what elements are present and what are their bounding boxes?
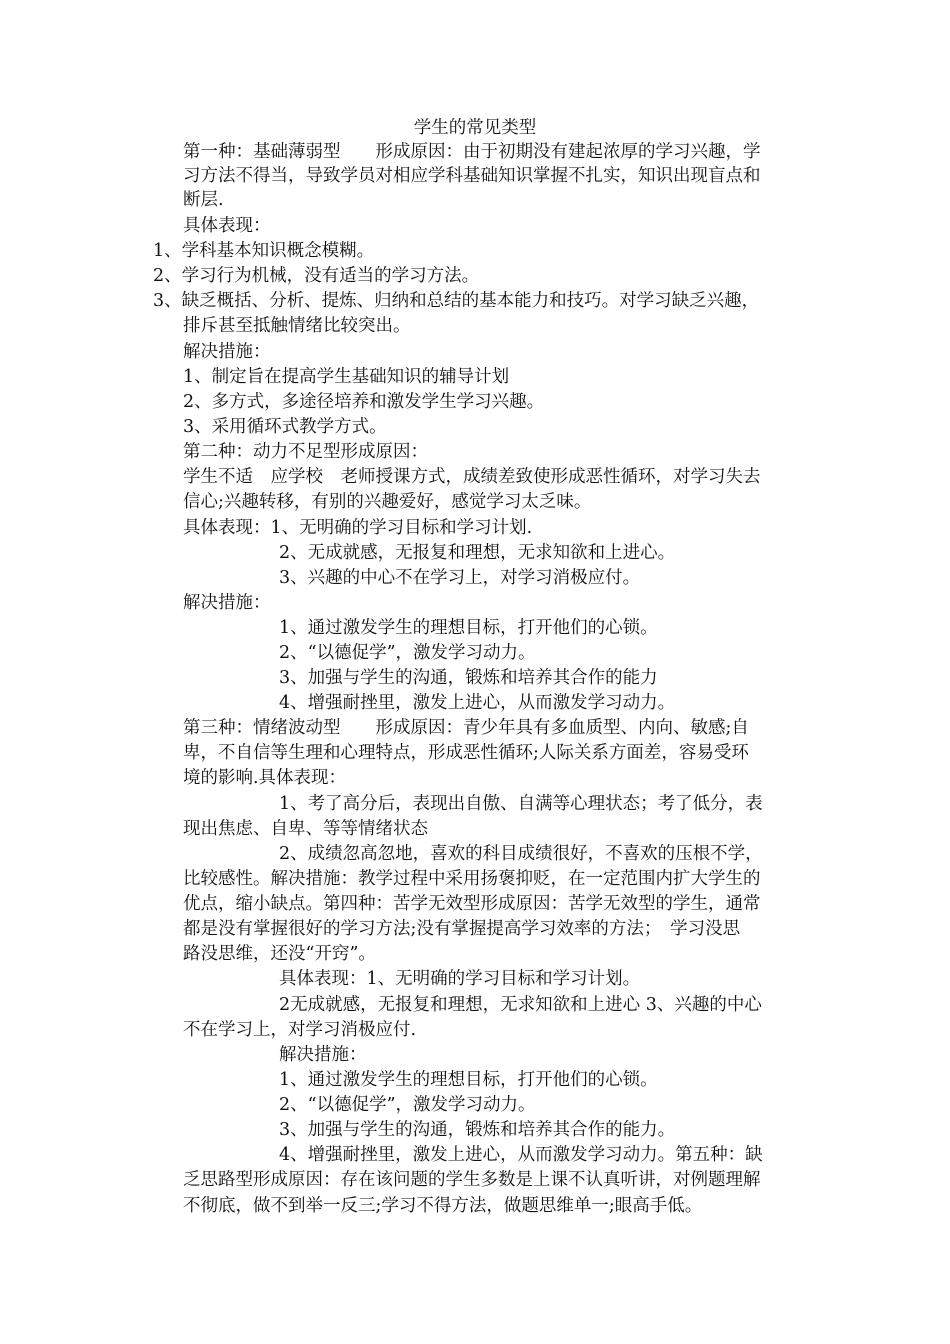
list-item: 1、通过激发学生的理想目标，打开他们的心锁。 [279,618,658,638]
text-line: 信心;兴趣转移，有别的兴趣爱好，感觉学习太乏味。 [183,492,592,512]
text-line: 卑，不自信等生理和心理特点，形成恶性循环;人际关系方面差，容易受环 [183,743,749,763]
list-item: 2、成绩忽高忽地，喜欢的科目成绩很好，不喜欢的压根不学， [279,844,763,864]
list-item: 2、无成就感，无报复和理想，无求知欲和上进心。 [279,543,676,563]
list-item: 3、兴趣的中心不在学习上，对学习消极应付。 [279,568,641,588]
text-line: 优点，缩小缺点。第四种：苦学无效型形成原因：苦学无效型的学生，通常 [183,894,761,914]
text-line: 解决措施： [183,342,271,362]
list-item: 3、缺乏概括、分析、提炼、归纳和总结的基本能力和技巧。对学习缺乏兴趣， [153,291,760,311]
text-line: 都是没有掌握很好的学习方法;没有掌握提高学习效率的方法； 学习没思 [183,919,741,939]
list-item: 1、考了高分后，表现出自傲、自满等心理状态；考了低分，表 [279,794,763,814]
list-item: 2、“以德促学”，激发学习动力。 [279,643,536,663]
text-line: 不在学习上，对学习消极应付. [183,1020,417,1040]
text-line: 解决措施： [279,1045,367,1065]
list-item: 1、学科基本知识概念模糊。 [153,241,375,261]
list-item: 4、增强耐挫里，激发上进心，从而激发学习动力。第五种：缺 [279,1145,763,1165]
text-line: 具体表现：1、无明确的学习目标和学习计划。 [279,969,641,989]
text-line: 2无成就感，无报复和理想，无求知欲和上进心 3、兴趣的中心 [279,995,762,1015]
text-line: 第三种：情绪波动型 形成原因：青少年具有多血质型、内向、敏感;自 [183,718,749,738]
list-item: 1、制定旨在提高学生基础知识的辅导计划 [183,367,510,387]
list-item: 2、“以德促学”，激发学习动力。 [279,1095,536,1115]
text-line: 境的影响.具体表现： [183,768,347,788]
text-line: 具体表现：1、无明确的学习目标和学习计划. [183,518,533,538]
text-line: 断层. [183,190,224,210]
document-title: 学生的常见类型 [413,118,537,138]
text-line: 路没思维，还没“开窍”。 [183,944,376,964]
text-line: 具体表现： [183,216,271,236]
list-item: 4、增强耐挫里，激发上进心，从而激发学习动力。 [279,693,676,713]
text-line: 第二种：动力不足型形成原因： [183,442,428,462]
text-line: 乏思路型形成原因：存在该问题的学生多数是上课不认真听讲，对例题理解 [183,1170,761,1190]
list-item: 3、加强与学生的沟通，锻炼和培养其合作的能力 [279,668,658,688]
text-line: 现出焦虑、自卑、等等情绪状态 [183,819,428,839]
text-line: 第一种：基础薄弱型 形成原因：由于初期没有建起浓厚的学习兴趣，学 [183,142,761,162]
text-line: 解决措施： [183,593,271,613]
text-line: 不彻底，做不到举一反三;学习不得方法，做题思维单一;眼高手低。 [183,1196,703,1216]
list-item: 1、通过激发学生的理想目标，打开他们的心锁。 [279,1070,658,1090]
list-item: 2、学习行为机械，没有适当的学习方法。 [153,266,480,286]
text-line: 排斥甚至抵触情绪比较突出。 [183,316,411,336]
list-item: 3、采用循环式教学方式。 [183,417,387,437]
text-line: 比较感性。解决措施：教学过程中采用扬褒抑贬，在一定范围内扩大学生的 [183,869,761,889]
text-line: 学生不适 应学校 老师授课方式，成绩差致使形成恶性循环，对学习失去 [183,467,761,487]
list-item: 3、加强与学生的沟通，锻炼和培养其合作的能力。 [279,1120,676,1140]
text-line: 习方法不得当，导致学员对相应学科基础知识掌握不扎实，知识出现盲点和 [183,166,761,186]
list-item: 2、多方式，多途径培养和激发学生学习兴趣。 [183,392,545,412]
